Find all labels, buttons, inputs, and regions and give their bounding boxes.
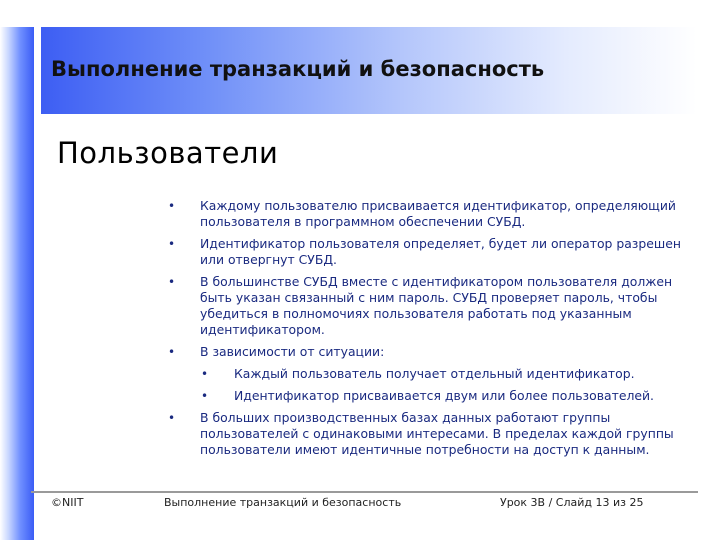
bullet-item: [166, 410, 686, 458]
footer-slide-info: Урок 3В / Слайд 13 из 25: [500, 496, 644, 509]
bullet-item: [166, 274, 686, 338]
sub-bullet-text: Каждый пользователь получает отдельный идентификатор.: [234, 366, 635, 381]
footer-divider: [31, 491, 698, 493]
bullet-text: Каждому пользователю присваивается идентификатор, определяющий пользователя в программном обеспечении СУБД.: [200, 198, 676, 229]
bullet-dot-icon: •: [201, 389, 209, 403]
sub-bullet-text: Идентификатор присваивается двум или более пользователей.: [234, 388, 654, 403]
bullet-dot-icon: •: [168, 199, 176, 213]
bullet-item: [166, 198, 686, 230]
bullet-item: [166, 236, 686, 268]
slide-title: Выполнение транзакций и безопасность: [51, 57, 545, 81]
bullet-dot-icon: •: [168, 275, 176, 289]
bullet-dot-icon: •: [201, 367, 209, 381]
slide-heading: Пользователи: [57, 136, 279, 170]
bullet-dot-icon: •: [168, 411, 176, 425]
bullet-dot-icon: •: [168, 237, 176, 251]
footer-copyright: ©NIIT: [51, 496, 84, 509]
sub-bullet-item: [166, 366, 686, 382]
bullet-text: В больших производственных базах данных работают группы пользователей с одинаковыми интересами. В пределах каждой группы пользователи имеют идентичные потребности на доступ к данным.: [200, 410, 674, 457]
bullet-dot-icon: •: [168, 345, 176, 359]
bullet-text: Идентификатор пользователя определяет, будет ли оператор разрешен или отвергнут СУБД.: [200, 236, 681, 267]
bullet-item: [166, 344, 686, 360]
bullet-text: В большинстве СУБД вместе с идентификатором пользователя должен быть указан связанный с ним пароль. СУБД проверяет пароль, чтобы убедиться в полномочиях пользователя работать под указанным идентификатором.: [200, 274, 673, 337]
bullet-text: В зависимости от ситуации:: [200, 344, 385, 359]
left-decor-bar: [0, 27, 34, 540]
sub-bullet-item: [166, 388, 686, 404]
footer-course-title: Выполнение транзакций и безопасность: [164, 496, 402, 509]
bullet-list: [166, 198, 686, 464]
